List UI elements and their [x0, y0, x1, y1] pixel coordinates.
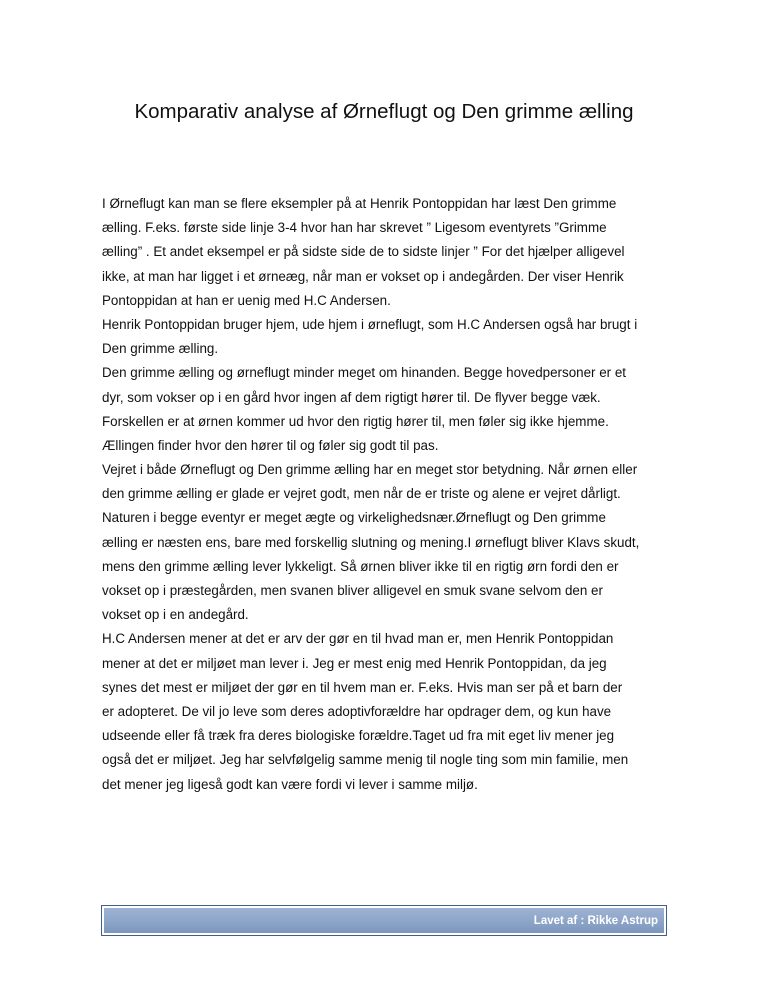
body-line: ælling er næsten ens, bare med forskellig slutning og mening.I ørneflugt bliver Klavs skudt,: [102, 534, 640, 550]
body-line: Naturen i begge eventyr er meget ægte og virkelighedsnær.Ørneflugt og Den grimme: [102, 510, 606, 526]
body-line: Pontoppidan at han er uenig med H.C Andersen.: [102, 292, 391, 308]
body-line: Den grimme ælling.: [102, 341, 219, 357]
body-line: H.C Andersen mener at det er arv der gør en til hvad man er, men Henrik Pontoppidan: [102, 631, 614, 647]
body-line: Vejret i både Ørneflugt og Den grimme ælling har en meget stor betydning. Når ørnen eller: [102, 462, 638, 478]
document-body: [102, 192, 677, 797]
body-line: synes det mest er miljøet der gør en til hvem man er. F.eks. Hvis man ser på et barn der: [102, 679, 623, 695]
body-line: det mener jeg ligeså godt kan være fordi vi lever i samme miljø.: [102, 776, 478, 792]
body-line: mens den grimme ælling lever lykkeligt. Så ørnen bliver ikke til en rigtig ørn fordi den er: [102, 558, 619, 574]
body-line: Ællingen finder hvor den hører til og føler sig godt til pas.: [102, 437, 439, 453]
body-line: udseende eller få træk fra deres biologiske forældre.Taget ud fra mit eget liv mener jeg: [102, 728, 615, 744]
body-line: I Ørneflugt kan man se flere eksempler på at Henrik Pontoppidan har læst Den grimme: [102, 196, 617, 211]
body-line: vokset op i en andegård.: [102, 607, 249, 623]
footer-box: [101, 905, 667, 936]
body-line: dyr, som vokser op i en gård hvor ingen af dem rigtigt hører til. De flyver begge væk.: [102, 389, 601, 405]
body-line: Henrik Pontoppidan bruger hjem, ude hjem i ørneflugt, som H.C Andersen også har brugt i: [102, 316, 638, 332]
body-line: er adopteret. De vil jo leve som deres adoptivforældre har opdrager dem, og kun have: [102, 703, 612, 719]
body-line: den grimme ælling er glade er vejret godt, men når de er triste og alene er vejret dårligt.: [102, 486, 621, 502]
footer-bar: [104, 908, 664, 933]
document-title: Komparativ analyse af Ørneflugt og Den grimme ælling: [134, 100, 634, 123]
footer-author: Lavet af : Rikke Astrup: [533, 914, 658, 927]
body-line: vokset op i præstegården, men svanen bliver alligevel en smuk svane selvom den er: [102, 583, 603, 598]
body-line: ælling” . Et andet eksempel er på sidste side de to sidste linjer ” For det hjælper alligevel: [102, 244, 625, 260]
body-line: også det er miljøet. Jeg har selvfølgelig samme menig til nogle ting som min familie, men: [102, 752, 629, 768]
body-line: ikke, at man har ligget i et ørneæg, når man er vokset op i andegården. Der viser Henrik: [102, 268, 624, 284]
body-line: ælling. F.eks. første side linje 3-4 hvor han har skrevet ” Ligesom eventyrets ”Grimme: [102, 220, 607, 236]
body-line: Forskellen er at ørnen kommer ud hvor den rigtig hører til, men føler sig ikke hjemme.: [102, 413, 609, 429]
body-line: Den grimme ælling og ørneflugt minder meget om hinanden. Begge hovedpersoner er et: [102, 365, 627, 381]
body-line: mener at det er miljøet man lever i. Jeg er mest enig med Henrik Pontoppidan, da jeg: [102, 655, 607, 671]
